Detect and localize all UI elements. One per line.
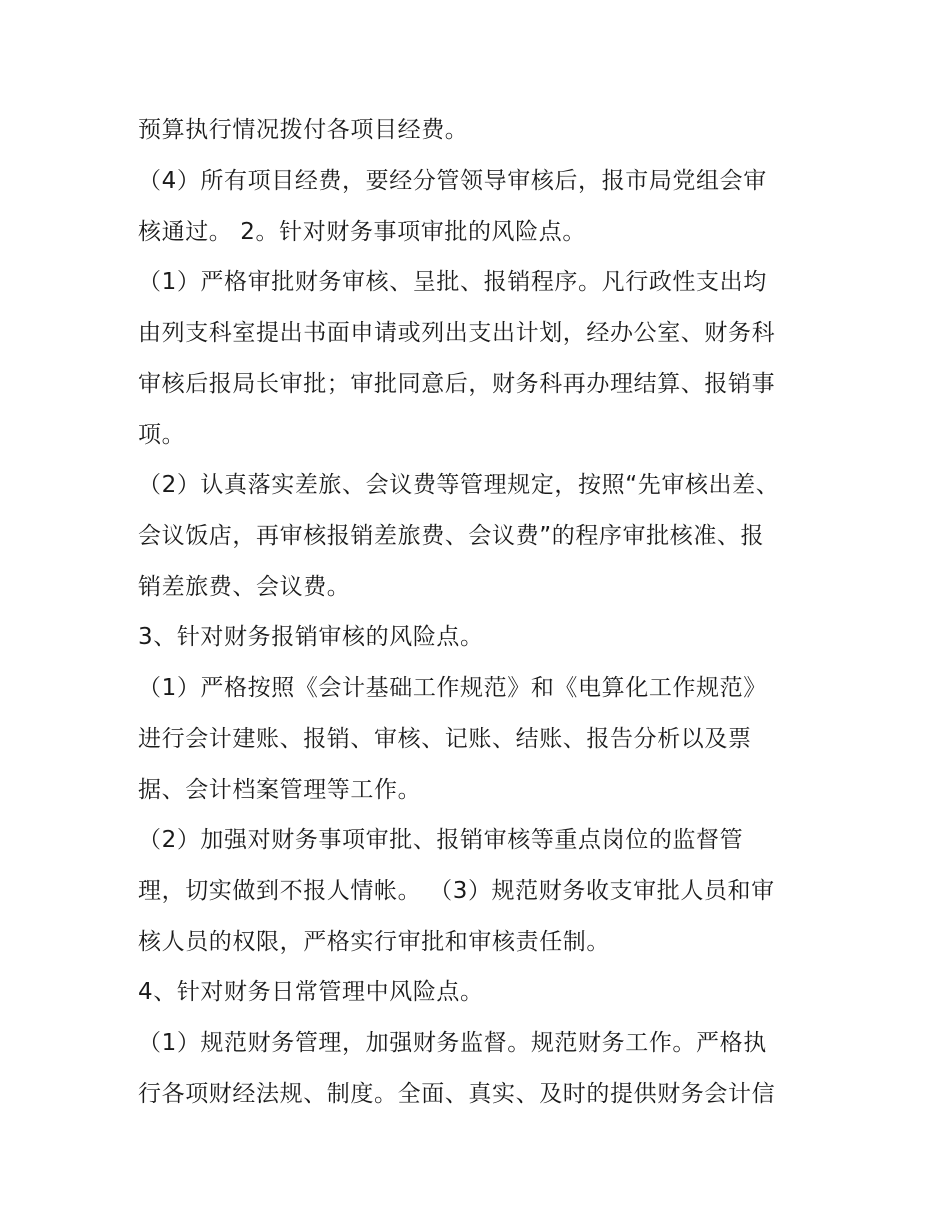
- text-line: 销差旅费、会议费。: [138, 574, 351, 600]
- text-line: 核通过。 2。针对财务事项审批的风险点。: [138, 219, 586, 245]
- text-line: （4）所有项目经费，要经分管领导审核后，报市局党组会审: [138, 168, 767, 194]
- text-line: （1）规范财务管理，加强财务监督。规范财务工作。严格执: [138, 1030, 767, 1056]
- text-line: 3、针对财务报销审核的风险点。: [138, 624, 484, 650]
- text-line: 4、针对财务日常管理中风险点。: [138, 979, 484, 1005]
- text-line: 会议饭店，再审核报销差旅费、会议费”的程序审批核准、报: [138, 523, 765, 549]
- text-line: 项。: [138, 422, 186, 448]
- text-line: （1）严格审批财务审核、呈批、报销程序。凡行政性支出均: [138, 269, 767, 295]
- text-line: 据、会计档案管理等工作。: [138, 777, 422, 803]
- text-line: 由列支科室提出书面申请或列出支出计划，经办公室、财务科: [138, 320, 776, 346]
- text-line: 行各项财经法规、制度。全面、真实、及时的提供财务会计信: [138, 1081, 776, 1107]
- text-line: （2）加强对财务事项审批、报销审核等重点岗位的监督管: [138, 827, 744, 853]
- text-line: 进行会计建账、报销、审核、记账、结账、报告分析以及票: [138, 726, 752, 752]
- text-line: 理，切实做到不报人情帐。 （3）规范财务收支审批人员和审: [138, 878, 775, 904]
- text-line: （1）严格按照《会计基础工作规范》和《电算化工作规范》: [138, 675, 767, 701]
- text-line: （2）认真落实差旅、会议费等管理规定，按照“先审核出差、: [138, 472, 780, 498]
- text-line: 预算执行情况拨付各项目经费。: [138, 117, 469, 143]
- text-line: 审核后报局长审批；审批同意后，财务科再办理结算、报销事: [138, 371, 776, 397]
- text-line: 核人员的权限，严格实行审批和审核责任制。: [138, 929, 610, 955]
